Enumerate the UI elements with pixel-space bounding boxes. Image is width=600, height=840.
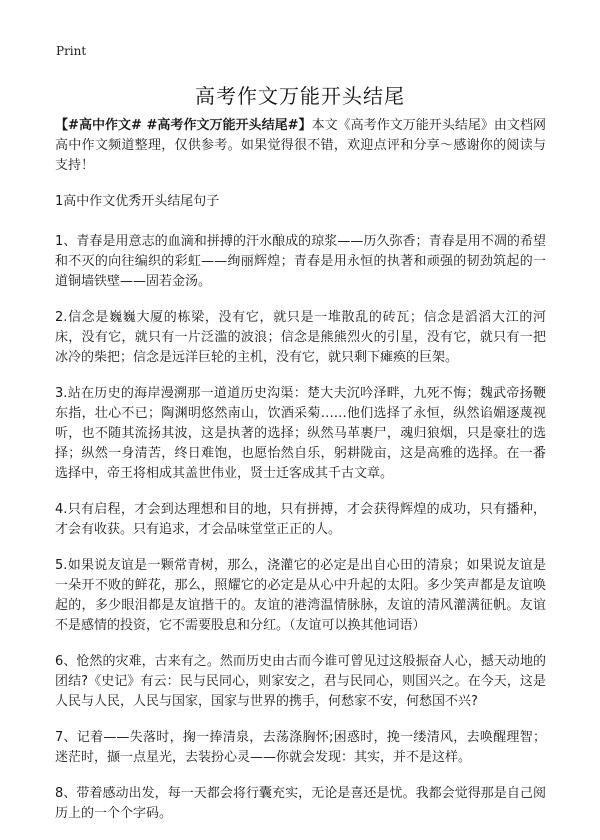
document-body <box>55 116 546 840</box>
paragraph-3: 3.站在历史的海岸漫溯那一道道历史沟渠：楚大夫沉吟泽畔，九死不悔；魏武帝扬鞭东指，壮心不已；陶渊明悠然南山，饮酒采菊……他们选择了永恒，纵然谄媚逐蔑视听，也不随其流扬其波，这是执著的选择；纵然马革裹尸，魂归狼烟，只是豪壮的选择；纵然一身清苦，终日难饱，也愿怡然自乐，躬耕陇亩，这是高雅的选择。在一番选择中，帝王将相成其盖世伟业，贤士迁客成其千古文章。 <box>55 386 546 481</box>
paragraph-6: 6、怆然的灾难，古来有之。然而历史由古而今谁可曾见过这般振奋人心，撼天动地的团结?《史记》有云：民与民同心，则家安之，君与民同心，则国兴之。在今天，这是人民与人民，人民与国家，国家与世界的携手，何愁家不安，何愁国不兴? <box>55 654 546 709</box>
paragraph-7: 7、记着——失落时，掬一捧清泉，去荡涤胸怀;困惑时，挽一缕清风，去唤醒理智；迷茫时，撷一点星光，去装扮心灵——你就会发现：其实，并不是这样。 <box>55 730 546 765</box>
intro-tag: 【#高中作文# #高考作文万能开头结尾#】 <box>55 118 312 133</box>
page-title: 高考作文万能开头结尾 <box>195 84 405 108</box>
paragraph-2: 2.信念是巍巍大厦的栋梁，没有它，就只是一堆散乱的砖瓦；信念是滔滔大江的河床，没有它，就只有一片泛滥的波浪；信念是熊熊烈火的引星，没有它，就只有一把冰冷的柴把；信念是远洋巨轮的主机，没有它，就只剩下瘫痪的巨架。 <box>55 310 546 365</box>
print-label: Print <box>56 44 87 58</box>
intro-paragraph <box>55 116 546 176</box>
paragraph-1: 1、青春是用意志的血滴和拼搏的汗水酿成的琼浆——历久弥香；青春是用不凋的希望和不灭的向往编织的彩虹——绚丽辉煌；青春是用永恒的执著和顽强的韧劲筑起的一道铜墙铁壁——固若金汤。 <box>55 234 546 289</box>
paragraph-4: 4.只有启程，才会到达理想和目的地，只有拼搏，才会获得辉煌的成功，只有播种，才会有收获。只有追求，才会品味堂堂正正的人。 <box>55 502 546 537</box>
intro-text: 本文《高考作文万能开头结尾》由文档网高中作文频道整理，仅供参考。如果觉得很不错，欢迎点评和分享～感谢你的阅读与支持！ <box>55 118 546 173</box>
paragraph-5: 5.如果说友谊是一颗常青树，那么，浇灌它的必定是出自心田的清泉；如果说友谊是一朵开不败的鲜花，那么，照耀它的必定是从心中升起的太阳。多少笑声都是友谊唤起的，多少眼泪都是友谊揩干的。友谊的港湾温情脉脉，友谊的清风灌满征帆。友谊不是感情的投资，它不需要股息和分红。（友谊可以换其他词语） <box>55 558 546 633</box>
paragraph-8: 8、带着感动出发，每一天都会将行囊充实，无论是喜还是忧。我都会觉得那是自己阅历上的一个个字码。 <box>55 786 546 821</box>
section-heading: 1高中作文优秀开头结尾句子 <box>55 194 220 209</box>
